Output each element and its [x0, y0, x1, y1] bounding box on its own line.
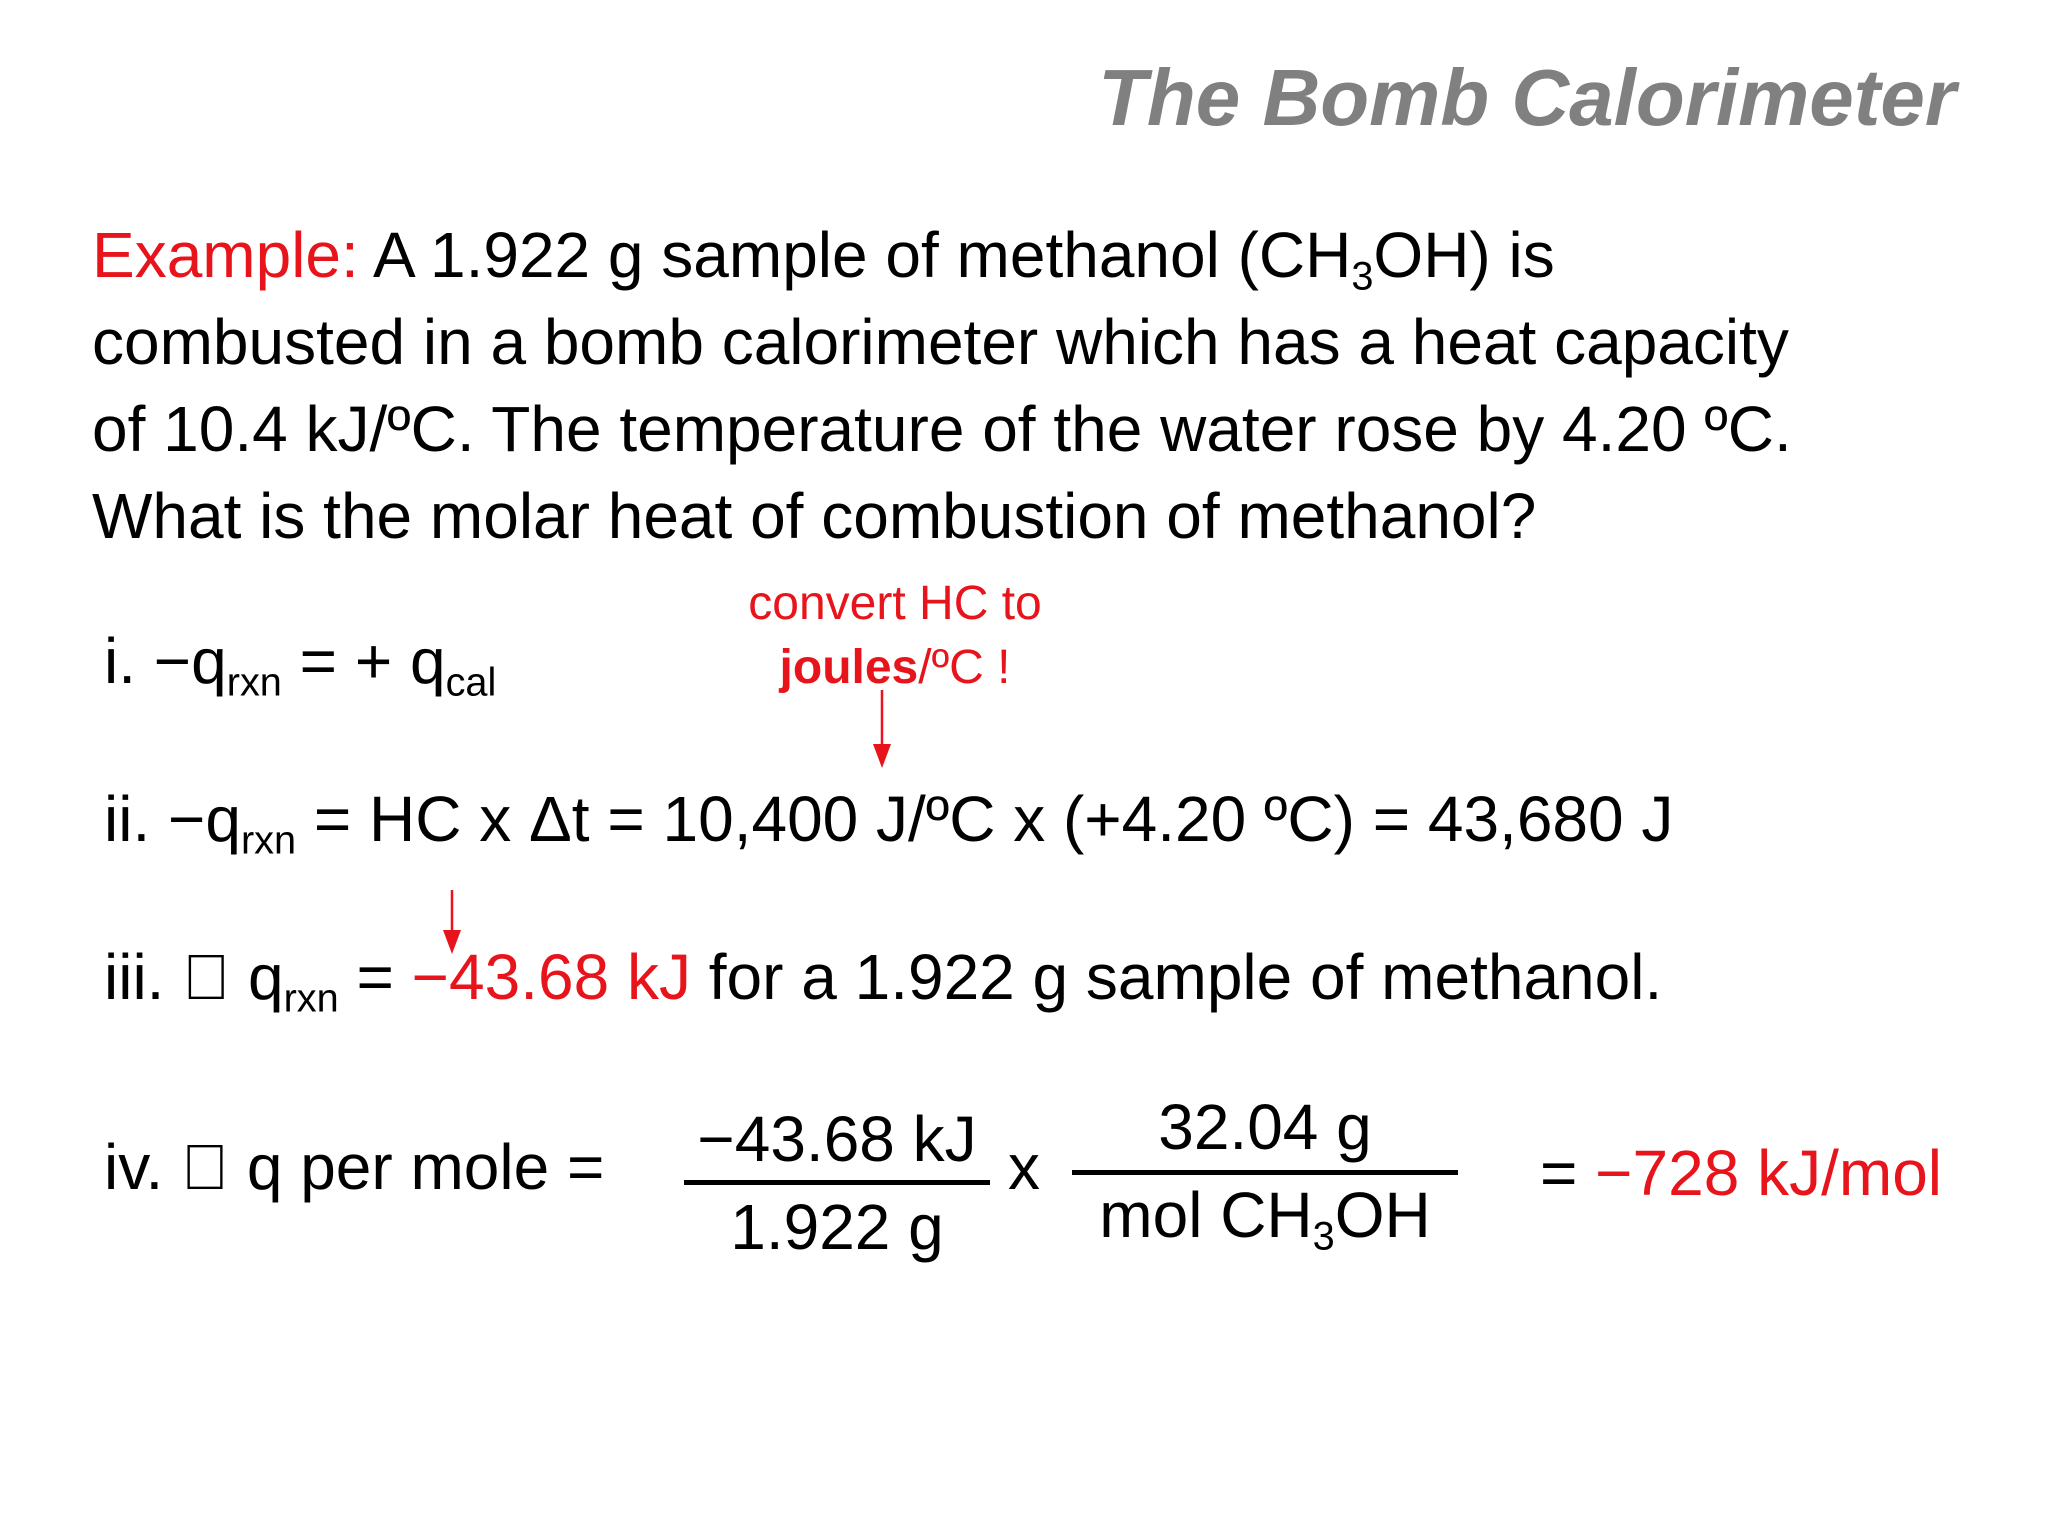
- final-result: [1540, 1136, 1942, 1210]
- space: [609, 941, 627, 1013]
- step-1-mid: = + q: [281, 625, 446, 697]
- fraction-1-numerator: −43.68 kJ: [697, 1103, 977, 1175]
- problem-line-3: of 10.4 kJ/ºC. The temperature of the water rose by 4.20 ºC.: [92, 393, 1792, 465]
- example-label: Example:: [92, 219, 359, 291]
- problem-line-2: combusted in a bomb calorimeter which has a heat capacity: [92, 306, 1789, 378]
- subscript-cal: cal: [445, 660, 497, 705]
- multiply-sign: x: [1008, 1131, 1040, 1203]
- subscript-rxn: rxn: [283, 976, 339, 1021]
- negative-sign: −43.68: [411, 941, 610, 1013]
- step-4-label: iv.   q per mole =: [104, 1131, 605, 1203]
- result-equals: =: [1540, 1137, 1596, 1209]
- fraction-1-denominator: 1.922 g: [730, 1191, 944, 1263]
- note-bold-word: joules: [779, 641, 919, 694]
- step-3-rest: for a 1.922 g sample of methanol.: [690, 941, 1663, 1013]
- step-2-prefix: ii. −q: [104, 783, 241, 855]
- step-3-equals: =: [338, 941, 412, 1013]
- step-1: [104, 624, 497, 705]
- down-arrow-icon: [870, 690, 894, 770]
- subscript-rxn: rxn: [240, 818, 297, 863]
- subscript-3: 3: [1312, 1214, 1335, 1259]
- step-1-prefix: i. −q: [104, 625, 227, 697]
- problem-line-1: [92, 212, 1992, 299]
- step-3: [104, 940, 1663, 1021]
- conversion-note: [730, 572, 1060, 700]
- result-value: −728 kJ/mol: [1595, 1137, 1942, 1209]
- slide-title: The Bomb Calorimeter: [1098, 53, 1956, 142]
- note-line-2: [730, 636, 1060, 700]
- fraction-2-denominator: [1072, 1178, 1458, 1259]
- fraction-1-bar: [684, 1180, 990, 1185]
- note-unit: /ºC !: [918, 641, 1011, 694]
- problem-statement: [92, 212, 1992, 560]
- fraction-2: [1072, 1090, 1458, 1280]
- step-2-equation: = HC x Δt = 10,400 J/ºC x (+4.20 ºC) = 43,680 J: [296, 783, 1674, 855]
- problem-line-4: What is the molar heat of combustion of methanol?: [92, 480, 1537, 552]
- subscript-rxn: rxn: [226, 660, 282, 705]
- problem-line-1-text: A 1.922 g sample of methanol (CH: [358, 219, 1352, 291]
- step-2: [104, 782, 1674, 863]
- unit-kj: kJ: [626, 941, 691, 1013]
- fraction-2-den-text: mol CH: [1099, 1179, 1313, 1251]
- subscript-3: 3: [1351, 254, 1374, 299]
- problem-line-1-end: OH) is: [1373, 219, 1555, 291]
- fraction-2-numerator: 32.04 g: [1158, 1091, 1372, 1163]
- note-line-1: convert HC to: [748, 577, 1042, 630]
- step-3-prefix: iii.   q: [104, 941, 284, 1013]
- fraction-2-den-end: OH: [1334, 1179, 1431, 1251]
- fraction-2-bar: [1072, 1170, 1458, 1175]
- fraction-1: [684, 1090, 990, 1280]
